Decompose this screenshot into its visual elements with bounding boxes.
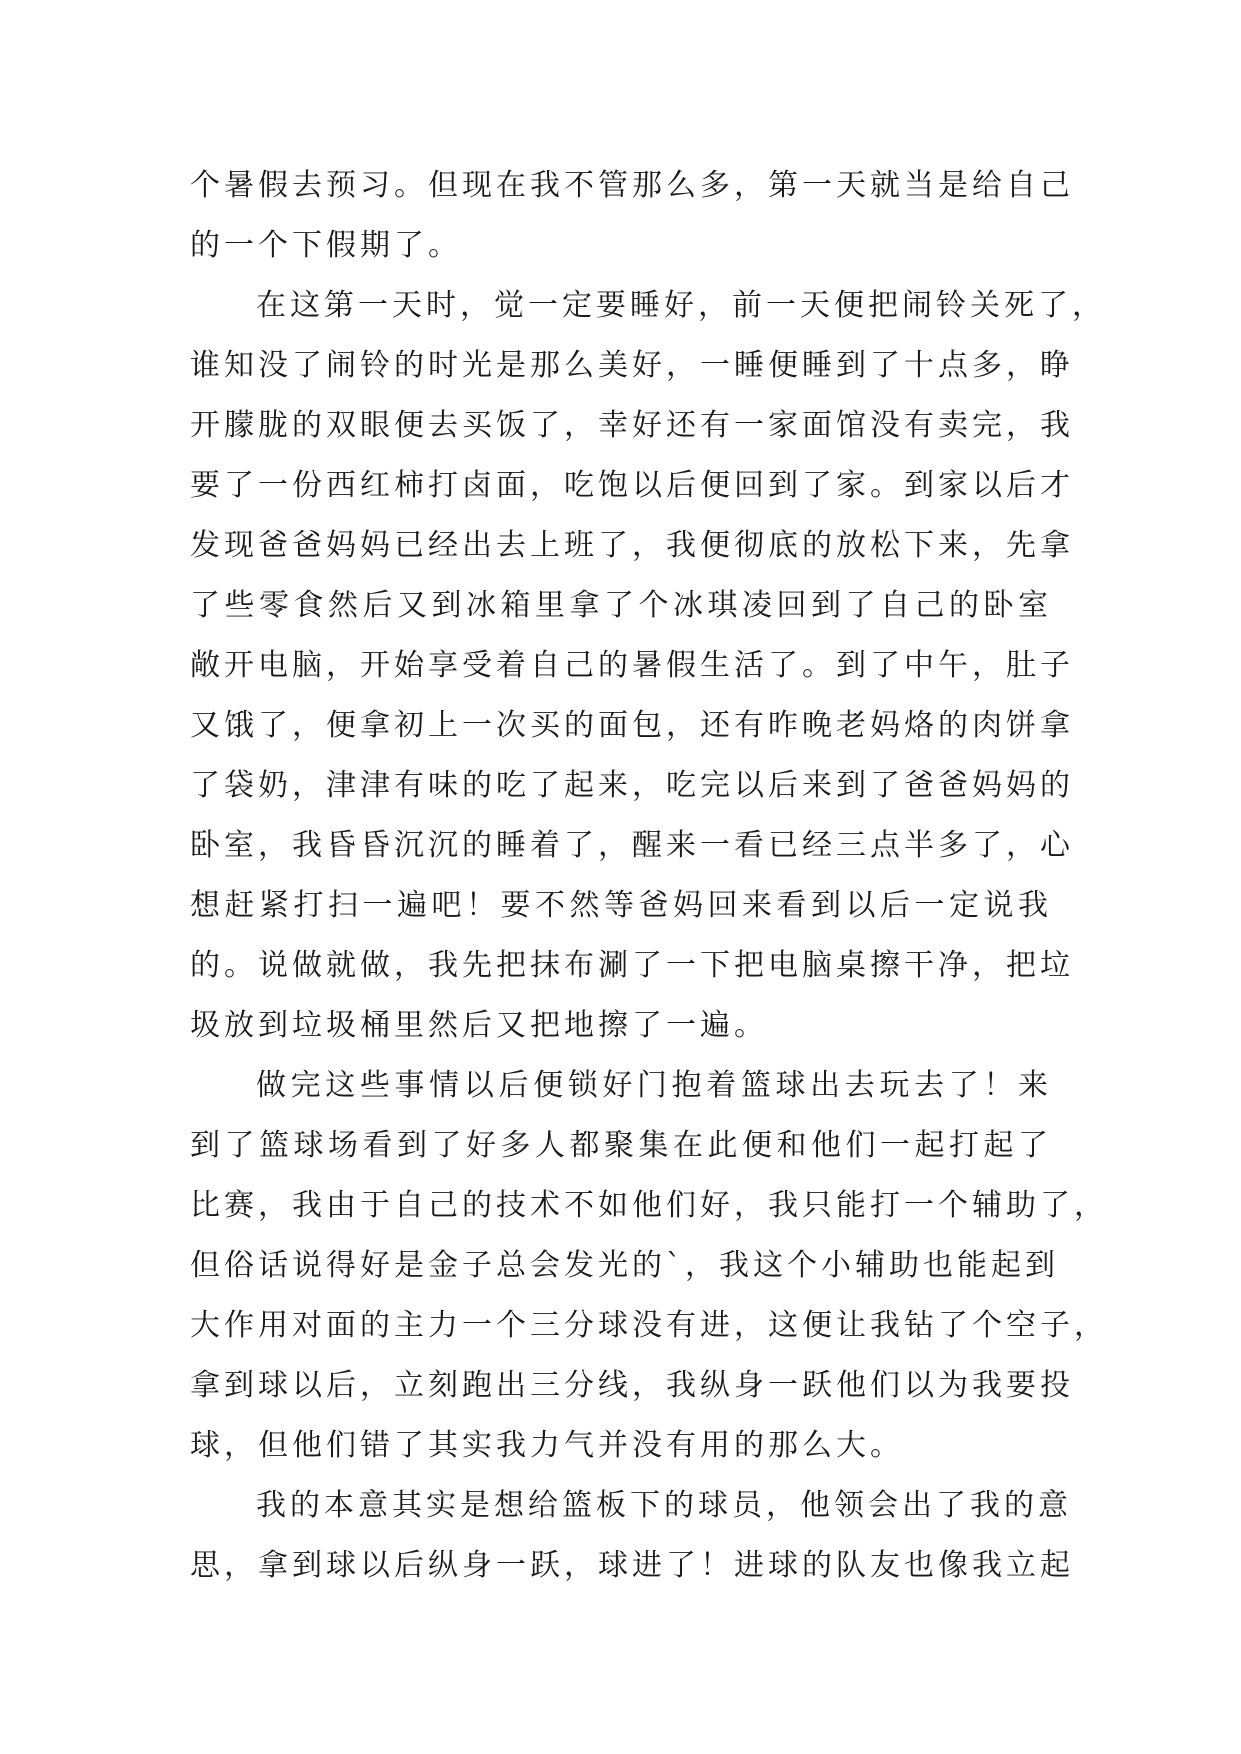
paragraph-start-line: 做完这些事情以后便锁好门抱着篮球出去玩去了！来	[256, 1068, 1052, 1103]
text-line: 但俗话说得好是金子总会发光的`，我这个小辅助也能起到	[190, 1248, 1059, 1283]
body-text	[190, 156, 1108, 1596]
text-line: 到了篮球场看到了好多人都聚集在此便和他们一起打起了	[190, 1128, 1052, 1163]
text-line: 了些零食然后又到冰箱里拿了个冰琪凌回到了自己的卧室	[190, 588, 1052, 623]
text-line: 开朦胧的双眼便去买饭了，幸好还有一家面馆没有卖完，我	[190, 408, 1074, 443]
text-line: 敞开电脑，开始享受着自己的暑假生活了。到了中午，肚子	[190, 648, 1074, 683]
text-line: 圾放到垃圾桶里然后又把地擦了一遍。	[190, 1008, 768, 1043]
text-line: 了袋奶，津津有味的吃了起来，吃完以后来到了爸爸妈妈的	[190, 768, 1074, 803]
text-line: 球，但他们错了其实我力气并没有用的那么大。	[190, 1428, 904, 1463]
text-line: 的一个下假期了。	[190, 228, 462, 263]
text-line: 要了一份西红柿打卤面，吃饱以后便回到了家。到家以后才	[190, 468, 1074, 503]
text-line: 卧室，我昏昏沉沉的睡着了，醒来一看已经三点半多了，心	[190, 828, 1074, 863]
text-line: 拿到球以后，立刻跑出三分线，我纵身一跃他们以为我要投	[190, 1368, 1074, 1403]
text-line: 的。说做就做，我先把抹布涮了一下把电脑桌擦干净，把垃	[190, 948, 1074, 983]
text-line: 大作用对面的主力一个三分球没有进，这便让我钻了个空子，	[190, 1308, 1108, 1343]
text-line: 谁知没了闹铃的时光是那么美好，一睡便睡到了十点多，睁	[190, 348, 1074, 383]
text-line: 思，拿到球以后纵身一跃，球进了！进球的队友也像我立起	[190, 1548, 1074, 1583]
text-line: 发现爸爸妈妈已经出去上班了，我便彻底的放松下来，先拿	[190, 528, 1074, 563]
text-line: 比赛，我由于自己的技术不如他们好，我只能打一个辅助了，	[190, 1188, 1108, 1223]
text-line: 又饿了，便拿初上一次买的面包，还有昨晚老妈烙的肉饼拿	[190, 708, 1074, 743]
text-line: 个暑假去预习。但现在我不管那么多，第一天就当是给自己	[190, 168, 1074, 203]
paragraph-start-line: 我的本意其实是想给篮板下的球员，他领会出了我的意	[256, 1488, 1072, 1523]
paragraph-start-line: 在这第一天时，觉一定要睡好，前一天便把闹铃关死了，	[256, 288, 1106, 323]
text-line: 想赶紧打扫一遍吧！要不然等爸妈回来看到以后一定说我	[190, 888, 1052, 923]
